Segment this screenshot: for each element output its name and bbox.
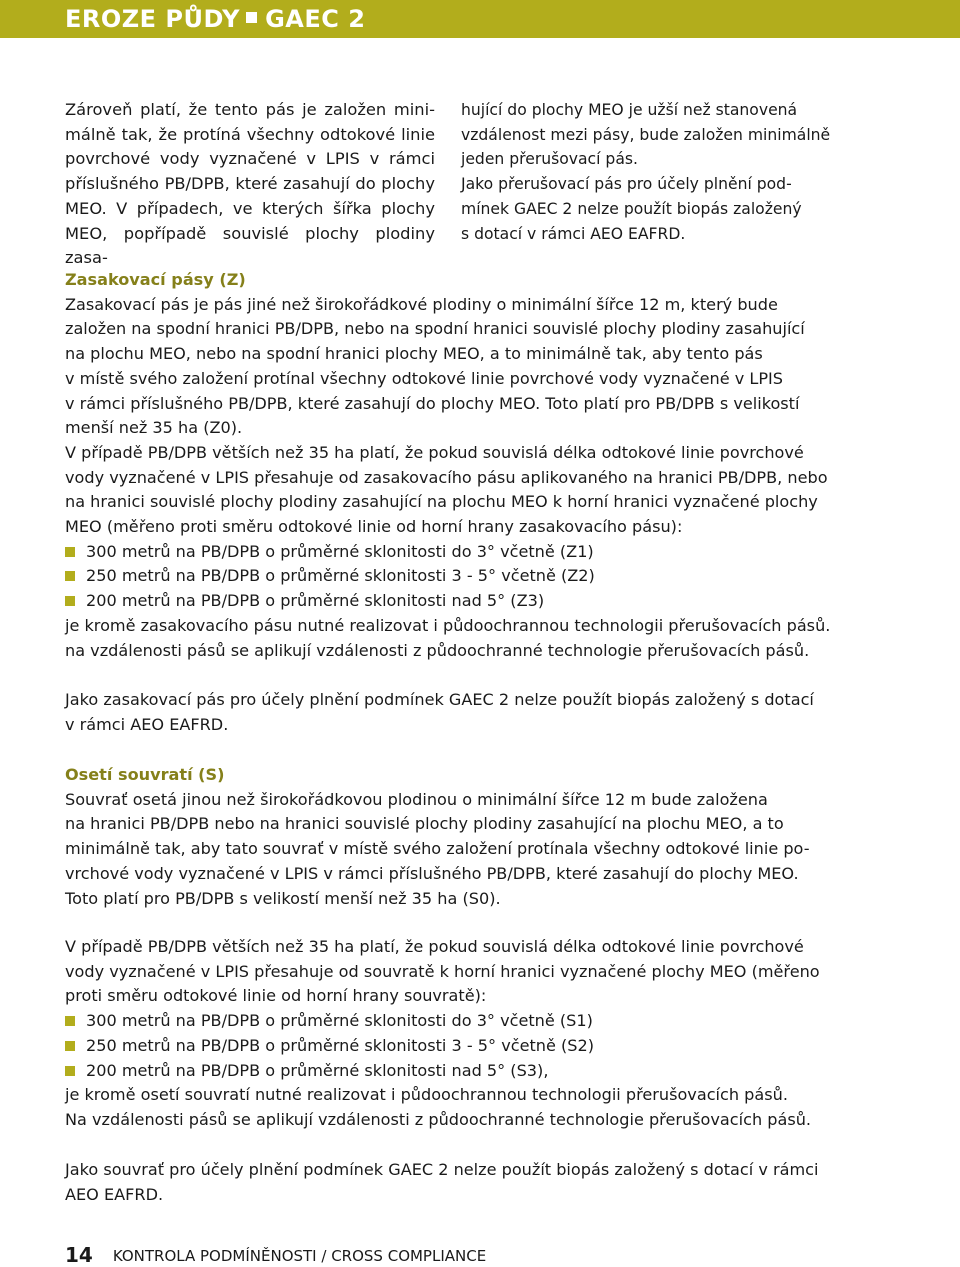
square-bullet-icon <box>65 1041 75 1051</box>
section-heading: Zasakovací pásy (Z) <box>65 270 246 289</box>
paragraph-line: V případě PB/DPB větších než 35 ha platí, že pokud souvislá délka odtokové linie povrchové <box>65 442 804 462</box>
paragraph-line: menší než 35 ha (Z0). <box>65 418 243 438</box>
list-item-text: 250 metrů na PB/DPB o průměrné sklonitosti 3 - 5° včetně (S2) <box>86 1035 595 1055</box>
paragraph-line: Na vzdálenosti pásů se aplikují vzdálenosti z půdoochranné technologie přerušovacích pásů. <box>65 1109 812 1129</box>
square-bullet-icon <box>65 596 75 606</box>
square-bullet-icon <box>246 12 257 23</box>
list-item-text: 300 metrů na PB/DPB o průměrné sklonitosti do 3° včetně (S1) <box>86 1011 593 1031</box>
intro-left-column <box>65 98 435 271</box>
list-item-text: 200 metrů na PB/DPB o průměrné sklonitosti nad 5° (S3), <box>86 1060 549 1080</box>
intro-right-line: vzdálenost mezi pásy, bude založen minimálně <box>461 125 831 144</box>
intro-right-line: Jako přerušovací pás pro účely plnění pod- <box>461 175 792 194</box>
section-oseti-souvrati-conditions <box>65 935 831 1133</box>
paragraph-line: je kromě zasakovacího pásu nutné realizovat i půdoochrannou technologii přerušovacích pásů. <box>65 615 831 635</box>
intro-left-line: MEO. V případech, ve kterých šířka plochy <box>65 198 435 218</box>
square-bullet-icon <box>65 571 75 581</box>
list-item <box>65 564 831 589</box>
page-number: 14 <box>65 1243 93 1267</box>
paragraph-line: v rámci příslušného PB/DPB, které zasahují do plochy MEO. Toto platí pro PB/DPB s velikostí <box>65 393 800 413</box>
note-line: v rámci AEO EAFRD. <box>65 714 229 734</box>
section-heading: Osetí souvratí (S) <box>65 765 225 784</box>
intro-right-line: hující do plochy MEO je užší než stanovená <box>461 101 798 119</box>
list-item-text: 300 metrů na PB/DPB o průměrné sklonitosti do 3° včetně (Z1) <box>86 541 594 561</box>
list-item <box>65 540 831 565</box>
header-title-part1: EROZE PŮDY <box>65 5 241 33</box>
note-line: AEO EAFRD. <box>65 1184 164 1204</box>
section-oseti-souvrati <box>65 763 831 911</box>
paragraph-line: vrchové vody vyznačené v LPIS v rámci příslušného PB/DPB, které zasahují do plochy MEO. <box>65 863 799 883</box>
paragraph-line: minimálně tak, aby tato souvrať v místě svého založení protínala všechny odtokové linie po- <box>65 839 810 859</box>
intro-left-line: povrchové vody vyznačené v LPIS v rámci <box>65 149 435 169</box>
paragraph-line: založen na spodní hranici PB/DPB, nebo na spodní hranici souvislé plochy plodiny zasahující <box>65 319 805 339</box>
section-zasakovaci <box>65 268 831 663</box>
paragraph-line: vody vyznačené v LPIS přesahuje od zasakovacího pásu aplikovaného na hranici PB/DPB, nebo <box>65 467 828 487</box>
list-item-text: 200 metrů na PB/DPB o průměrné sklonitosti nad 5° (Z3) <box>86 591 545 611</box>
paragraph-line: Toto platí pro PB/DPB s velikostí menší než 35 ha (S0). <box>65 888 501 908</box>
page-header-title <box>65 4 365 34</box>
intro-right-line: jeden přerušovací pás. <box>461 150 638 169</box>
paragraph-line: V případě PB/DPB větších než 35 ha platí, že pokud souvislá délka odtokové linie povrchové <box>65 937 804 956</box>
intro-right-column <box>461 98 837 246</box>
paragraph-line: na plochu MEO, nebo na spodní hranici plochy MEO, a to minimálně tak, aby tento pás <box>65 344 763 364</box>
note-zasakovaci <box>65 688 831 737</box>
paragraph-line: na vzdálenosti pásů se aplikují vzdálenosti z půdoochranné technologie přerušovacích pásů. <box>65 640 810 660</box>
note-line: Jako zasakovací pás pro účely plnění podmínek GAEC 2 nelze použít biopás založený s dotací <box>65 690 814 709</box>
paragraph-line: vody vyznačené v LPIS přesahuje od souvratě k horní hranici vyznačené plochy MEO (měřeno <box>65 961 820 981</box>
header-banner <box>0 0 960 38</box>
square-bullet-icon <box>65 547 75 557</box>
paragraph-line: Souvrať osetá jinou než širokořádkovou plodinou o minimální šířce 12 m bude založena <box>65 789 768 809</box>
square-bullet-icon <box>65 1016 75 1026</box>
intro-right-line: mínek GAEC 2 nelze použít biopás založený <box>461 199 802 218</box>
paragraph-line: Zasakovací pás je pás jiné než širokořádkové plodiny o minimální šířce 12 m, který bude <box>65 294 778 314</box>
list-item <box>65 1034 831 1059</box>
intro-left-line: MEO, popřípadě souvislé plochy plodiny zasa- <box>65 223 435 268</box>
list-item <box>65 1059 831 1084</box>
intro-left-line: málně tak, že protíná všechny odtokové linie <box>65 124 435 144</box>
paragraph-line: na hranici souvislé plochy plodiny zasahující na plochu MEO k horní hranici vyznačené plochy <box>65 492 818 512</box>
intro-left-line: Zároveň platí, že tento pás je založen mini- <box>65 100 435 119</box>
paragraph-line: na hranici PB/DPB nebo na hranici souvislé plochy plodiny zasahující na plochu MEO, a to <box>65 814 784 834</box>
square-bullet-icon <box>65 1066 75 1076</box>
paragraph-line: MEO (měřeno proti směru odtokové linie od horní hrany zasakovacího pásu): <box>65 517 683 537</box>
list-item <box>65 589 831 614</box>
intro-left-line: příslušného PB/DPB, které zasahují do plochy <box>65 174 435 194</box>
note-line: Jako souvrať pro účely plnění podmínek GAEC 2 nelze použít biopás založený s dotací v rámci <box>65 1160 819 1179</box>
list-item-text: 250 metrů na PB/DPB o průměrné sklonitosti 3 - 5° včetně (Z2) <box>86 566 595 586</box>
paragraph-line: v místě svého založení protínal všechny odtokové linie povrchové vody vyznačené v LPIS <box>65 368 783 388</box>
note-souvrati <box>65 1158 831 1207</box>
paragraph-line: proti směru odtokové linie od horní hrany souvratě): <box>65 986 487 1006</box>
header-title-part2: GAEC 2 <box>265 5 366 33</box>
paragraph-line: je kromě osetí souvratí nutné realizovat i půdoochrannou technologii přerušovacích pásů. <box>65 1085 788 1105</box>
footer-label: KONTROLA PODMÍNĚNOSTI / CROSS COMPLIANCE <box>112 1247 487 1265</box>
page-footer <box>65 1245 486 1266</box>
intro-right-line: s dotací v rámci AEO EAFRD. <box>461 224 686 243</box>
list-item <box>65 1009 831 1034</box>
